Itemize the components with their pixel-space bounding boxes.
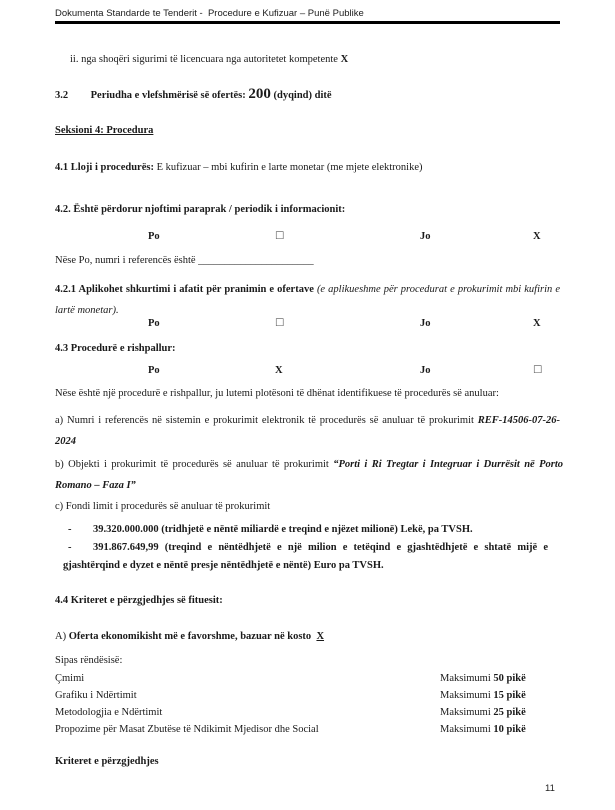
section-4-2-heading: 4.2. Është përdorur njoftimi paraprak / periodik i informacionit: — [55, 204, 346, 215]
criterion-name: Metodologjia e Ndërtimit — [55, 707, 163, 718]
reference-number-blank: ______________________ — [198, 255, 314, 266]
clause-ii-text: ii. nga shoqëri sigurimi të licencuara nga autoritetet kompetente — [70, 54, 338, 65]
option-a-x-mark: X — [316, 631, 325, 642]
jo-checkbox-icon: ☐ — [533, 364, 543, 376]
po-checkbox-icon: ☐ — [275, 317, 285, 329]
jo-x-mark: X — [533, 318, 541, 329]
points-value: 50 pikë — [493, 673, 526, 684]
section-4-1-value: E kufizuar – mbi kufirin e larte monetar (me mjete elektronike) — [156, 162, 423, 173]
criteria-row — [55, 687, 560, 704]
points-value: 25 pikë — [493, 707, 526, 718]
point-a-ref-number: REF-14506-07-26-2024 — [55, 415, 561, 447]
clause-ii-mark: X — [340, 54, 349, 65]
criterion-max — [440, 687, 526, 704]
po-label: Po — [148, 231, 160, 242]
points-value: 15 pikë — [493, 690, 526, 701]
jo-x-mark: X — [533, 231, 541, 242]
criteria-table — [55, 670, 560, 738]
option-a-line — [55, 630, 324, 643]
po-label: Po — [148, 318, 160, 329]
section-3-2 — [55, 85, 332, 105]
section-4-2-1-heading — [55, 279, 560, 321]
section-4-3-intro: Nëse është një procedurë e rishpallur, ju lutemi plotësoni të dhënat identifikuese të procedurës së anuluar: — [55, 388, 499, 399]
max-label: Maksimumi — [440, 673, 491, 684]
section-4-2-1-italic: (e aplikueshme për procedurat e prokurimit mbi kufirin e lartë monetar). — [55, 284, 561, 316]
bullet-dash: - — [68, 524, 72, 535]
point-c: c) Fondi limit i procedurës së anuluar të prokurimit — [55, 501, 271, 512]
section-4-4-heading: 4.4 Kriteret e përzgjedhjes së fituesit: — [55, 595, 223, 606]
section-4-1-label: 4.1 Lloji i procedurës: — [55, 162, 154, 173]
jo-label: Jo — [420, 318, 431, 329]
po-checkbox-icon: ☐ — [275, 230, 285, 242]
jo-label: Jo — [420, 231, 431, 242]
po-x-mark: X — [275, 365, 283, 376]
criterion-name: Grafiku i Ndërtimit — [55, 690, 137, 701]
fund-limit-item — [63, 539, 548, 575]
criterion-max — [440, 704, 526, 721]
po-label: Po — [148, 365, 160, 376]
reference-number-line — [55, 254, 314, 267]
header-rule — [55, 21, 560, 24]
point-b-text: b) Objekti i prokurimit të procedurës së anuluar të prokurimit — [55, 459, 329, 470]
section-3-2-label: Periudha e vlefshmërisë së ofertës: — [90, 90, 246, 101]
bullet-dash: - — [68, 542, 72, 553]
criterion-name: Propozime për Masat Zbutëse të Ndikimit Mjedisor dhe Social — [55, 724, 319, 735]
fund-limit-list — [63, 521, 548, 575]
page-number: 11 — [545, 783, 555, 794]
option-a-prefix: A) — [55, 631, 67, 642]
fund-limit-lek: 39.320.000.000 (tridhjetë e nëntë miliardë e treqind e njëzet milionë) Lekë, pa TVSH. — [93, 524, 473, 535]
criteria-row — [55, 670, 560, 687]
point-a — [55, 410, 560, 452]
max-label: Maksimumi — [440, 724, 491, 735]
section-4-3-heading: 4.3 Procedurë e rishpallur: — [55, 343, 176, 354]
points-value: 10 pikë — [493, 724, 526, 735]
selection-criteria-footer-heading: Kriteret e përzgjedhjes — [55, 756, 159, 767]
point-a-text: a) Numri i referencës në sistemin e prokurimit elektronik të procedurës së anuluar të prokurimit — [55, 415, 474, 426]
criterion-name: Çmimi — [55, 673, 85, 684]
weights-intro: Sipas rëndësisë: — [55, 655, 123, 666]
section-4-2-1-choice-row — [55, 317, 560, 331]
reference-number-label: Nëse Po, numri i referencës është — [55, 255, 196, 266]
max-label: Maksimumi — [440, 690, 491, 701]
jo-label: Jo — [420, 365, 431, 376]
section-3-2-number: 3.2 — [55, 90, 69, 101]
fund-limit-euro: 391.867.649,99 (treqind e nëntëdhjetë e një milion e tetëqind e gjashtëdhjetë e shtatë mijë e gjashtërqind e dyzet e nëntë presje nëntëdhjetë e nëntë) Euro pa TVSH. — [63, 542, 548, 571]
section-4-2-1-bold: 4.2.1 Aplikohet shkurtimi i afatit për pranimin e ofertave — [55, 284, 314, 295]
point-b-object: “Porti i Ri Tregtar i Integruar i Durrësit në Porto Romano – Faza I” — [55, 459, 564, 491]
fund-limit-item — [63, 521, 548, 539]
criteria-row — [55, 704, 560, 721]
criteria-row — [55, 721, 560, 738]
max-label: Maksimumi — [440, 707, 491, 718]
criterion-max — [440, 721, 526, 738]
clause-ii — [70, 53, 348, 66]
section-3-2-days-value: 200 — [248, 86, 271, 102]
option-a-label: Oferta ekonomikisht më e favorshme, bazuar në kosto — [68, 631, 312, 642]
section-4-1 — [55, 161, 560, 174]
section-4-2-choice-row — [55, 230, 560, 244]
point-b — [55, 454, 563, 496]
section-4-3-choice-row — [55, 364, 560, 378]
document-header-title: Dokumenta Standarde te Tenderit - Procedure e Kufizuar – Punë Publike — [55, 8, 364, 19]
criterion-max — [440, 670, 526, 687]
section-3-2-days-suffix: (dyqind) ditë — [273, 90, 332, 101]
section-4-heading: Seksioni 4: Procedura — [55, 125, 154, 136]
